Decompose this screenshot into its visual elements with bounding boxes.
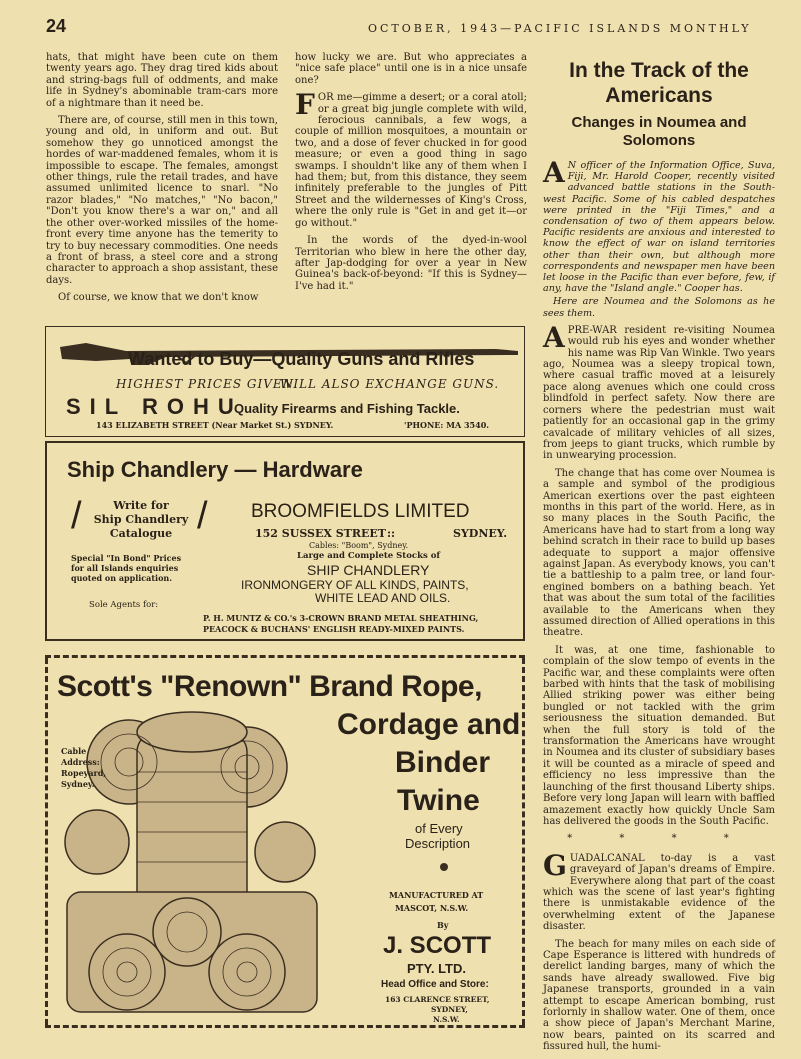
cable-line: Cable <box>61 746 87 756</box>
bullet-dot <box>440 863 448 871</box>
ad-street: 152 SUSSEX STREET <box>255 527 386 540</box>
ad-border-left <box>45 658 51 1025</box>
paragraph: In the words of the dyed-in-wool Territorian who blew in here the other day, after Jap-dodging for over a year in New Guinea's back-of-beyond: "If this is Sydney—I've had it." <box>295 235 527 292</box>
catalogue-line: Write for <box>113 499 169 512</box>
ad-phone: 'PHONE: MA 3540. <box>404 420 490 430</box>
bracket-right: / <box>197 495 208 537</box>
catalogue-line: Ship Chandlery <box>93 513 189 526</box>
running-head: OCTOBER, 1943—PACIFIC ISLANDS MONTHLY <box>368 22 752 35</box>
section-divider: * * * * <box>567 833 751 845</box>
cable-line: Sydney. <box>61 779 95 789</box>
bond-line: for all Islands enquiries <box>71 563 179 573</box>
page-number: 24 <box>46 16 67 36</box>
cable-line: Address: <box>61 757 100 767</box>
intro-end: Here are Noumea and the Solomons as he sees them. <box>543 296 775 319</box>
ad-cables: Cables: "Boom", Sydney. <box>309 541 409 550</box>
ad-text: of Every <box>415 821 463 836</box>
catalogue-offer <box>85 499 197 541</box>
paragraph: The beach for many miles on each side of Cape Esperance is littered with hundreds of derelict landing barges, many of which the sands have already swallowed. Five big Japanese transports, grounded in a vain attempt to escape American bombing, rust forlornly in shallow water. One of them, once a show piece of Japan's Merchant Marine, now bears, painted on its scarred and fissured hull, the humi- <box>543 938 775 1053</box>
ad-address: SYDNEY, <box>431 1005 468 1014</box>
ad-company: BROOMFIELDS LIMITED <box>251 501 470 522</box>
ad-stocks: Large and Complete Stocks of <box>297 551 441 561</box>
ad-head-office: Head Office and Store: <box>381 979 489 990</box>
paragraph <box>295 88 527 229</box>
article-subtitle: Changes in Noumea and Solomons <box>571 114 747 149</box>
ad-ironmongery: IRONMONGERY OF ALL KINDS, PAINTS, <box>241 578 469 592</box>
drop-cap: G <box>543 848 567 882</box>
ad-headline-line: Cordage and <box>337 708 521 741</box>
drop-cap: A <box>543 156 565 189</box>
ad-headline-line: Twine <box>397 784 480 817</box>
ad-agent: P. H. MUNTZ & CO.'s 3-CROWN BRAND METAL SHEATHING, <box>203 613 479 623</box>
ad-address: 163 CLARENCE STREET, <box>385 995 490 1004</box>
ad-company: J. SCOTT <box>383 932 492 959</box>
bond-line: Special "In Bond" Prices <box>71 553 182 563</box>
guns-advertisement <box>45 326 525 437</box>
ship-chandlery-advertisement <box>45 441 525 641</box>
bond-line: quoted on application. <box>71 573 173 583</box>
ad-line: HIGHEST PRICES GIVEN. <box>116 377 299 391</box>
ad-headline: Scott's "Renown" Brand Rope, <box>57 670 482 703</box>
column-one <box>46 52 278 310</box>
bracket-left: / <box>71 495 82 537</box>
ad-headline: Ship Chandlery — Hardware <box>67 457 363 482</box>
catalogue-line: Catalogue <box>109 527 173 540</box>
rope-coils-illustration <box>57 672 323 1022</box>
ad-text: MANUFACTURED AT <box>389 890 484 900</box>
paragraph: Of course, we know that we don't know <box>58 292 259 304</box>
paragraph: The change that has come over Noumea is a sample and symbol of the prodigious American exertions over the past eighteen months in this part of the world. Here, as in so many places in the South Pacific, the Americans have had to start from a long way behind scratch in their race to build up bases adequate to support a major offensive against Japan. As everybody knows, you can't tie a battleship to a palm tree, or land four-engined bombers on a bathing beach. Yet that was about the sum total of the facilities available to the Americans when they assumed direction of Allied operations in this theatre. <box>543 467 775 639</box>
ad-text: Description <box>405 836 471 851</box>
bond-offer <box>71 553 181 583</box>
drop-cap: F <box>295 88 315 122</box>
paragraph-text: UADALCANAL to-day is a vast graveyard of Japan's dreams of Empire. Everywhere along that part of the coast which was the scene of last year's fighting there is unmistakable evidence of the overwhelming extent of the Japanese disaster. <box>543 852 775 933</box>
paragraph: hats, that might have been cute on them twenty years ago. They drag tired kids about and string-bags full of oddments, and make life in Sydney's abominable tram-cars more of a nightmare than it need be. <box>46 52 278 109</box>
rope-advertisement <box>45 655 525 1028</box>
intro-text: N officer of the Information Office, Suva, Fiji, Mr. Harold Cooper, recently visited advanced battle stations in the South-west Pacific. Some of his cabled despatches were printed in the "Fiji Times," and a condensation of two of them appears below. Pacific residents are anxious and interested to know the effect of war on island territories other than their own, but although more correspondents and newspaper men have been let loose in the Pacific than ever before, few, if any, have the "Island angle." Cooper has. <box>543 160 775 295</box>
column-two <box>295 52 527 298</box>
ad-city: SYDNEY. <box>453 527 508 540</box>
ad-address: N.S.W. <box>433 1015 460 1024</box>
paragraph-text: PRE-WAR resident re-visiting Noumea would rub his eyes and wonder whether his name was Rip Van Winkle. Two years ago, Noumea was a sleepy tropical town, where casual traffic moved at a leisurely pace along avenues which one could cross blindfold in perfect safety. Now there are corners where the pedestrian must wait patiently for an occasional gap in the grimy cavalcade of military vehicles of all sizes, from jeeps to giant trucks, which rumble by in unwearying procession. <box>543 324 775 462</box>
article-title: In the Track of the Americans <box>569 59 749 107</box>
ad-brand-name: SIL ROHU <box>66 394 243 419</box>
paragraph <box>543 848 775 933</box>
ad-agents: Sole Agents for: <box>89 600 159 610</box>
cable-address <box>61 746 106 790</box>
ad-agent: PEACOCK & BUCHANS' ENGLISH READY-MIXED PAINTS. <box>203 624 465 634</box>
ad-text: By <box>437 920 449 930</box>
paragraph: It was, at one time, fashionable to complain of the slow tempo of events in the Pacific war, and these complaints were often barbed with hints that the task of mobilising Allied striking power was either being bungled or not tackled with the grim seriousness the situation demanded. But when the full story is told of the transformation the Americans have wrought in Noumea and its cluster of subsidiary bases it will be counted as a miracle of speed and efficiency no less impressive than the launching of the first thousand Liberty ships. Before very long Japan will learn with baffled amazement exactly how quickly Uncle Sam has delivered the goods in the South Pacific. <box>543 644 775 827</box>
drop-cap: A <box>543 320 565 354</box>
ad-tagline: Quality Firearms and Fishing Tackle. <box>234 401 460 416</box>
cable-line: Ropeyard, <box>61 768 107 778</box>
paragraph-text: OR me—gimme a desert; or a coral atoll; or a great big jungle complete with wild, ferocious cannibals, a few wogs, a couple of million mosquitoes, a mountain or two, and a dose of fever chucked in for good measure; or even a good thing in sago swamps. I shouldn't like any of them when I had them; but, from this distance, they seem infinitely preferable to the jungles of Pitt Street and the wildernesses of King's Cross, where the only rule is "Get in and get it—or go without." <box>295 92 527 229</box>
ad-ship-chandlery: SHIP CHANDLERY <box>307 562 430 578</box>
ad-separator: :: <box>387 527 396 540</box>
ad-text: MASCOT, N.S.W. <box>395 903 469 913</box>
ad-headline-line: Binder <box>395 746 491 779</box>
paragraph <box>543 320 775 462</box>
ad-line: WILL ALSO EXCHANGE GUNS. <box>280 377 500 391</box>
article-intro <box>543 156 775 319</box>
paragraph: how lucky we are. But who appreciates a "nice safe place" until one is in a nice unsafe one? <box>295 52 527 86</box>
paragraph: There are, of course, still men in this town, young and old, in uniform and out. But somehow they go unnoticed amongst the hordes of war-maddened females, whom it is impossible to escape. The females, amongst other things, rule the retail trades, and have assumed unlimited licence to snarl. "No razor blades," "No matches," "No bacon," "Don't you know there's a war on," and all the other over-worked missiles of the home-front every time anyone has the temerity to try to buy necessary commodities. One needs a front of brass, a steel core and a strong character to approach a shop assistant, these days. <box>46 115 278 286</box>
article-column <box>543 58 775 1059</box>
ad-headline: Wanted to Buy—Quality Guns and Rifles <box>128 349 475 369</box>
ad-company-suffix: PTY. LTD. <box>407 961 466 976</box>
ad-white-lead: WHITE LEAD AND OILS. <box>315 591 451 605</box>
ad-address: 143 ELIZABETH STREET (Near Market St.) SYDNEY. <box>96 420 334 430</box>
